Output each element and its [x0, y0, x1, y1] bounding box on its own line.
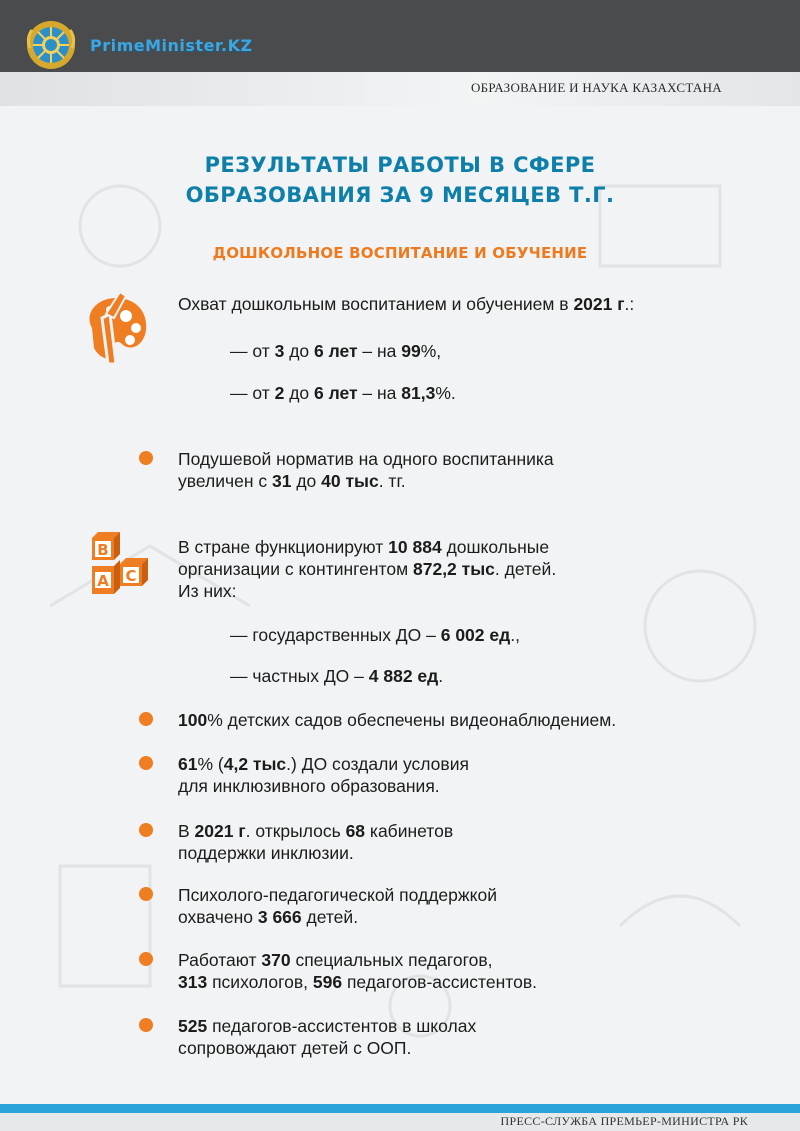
svg-text:A: A [97, 572, 109, 590]
footer-stripe [0, 1104, 800, 1113]
per-capita-item [178, 448, 738, 492]
bullet-dot-icon [139, 451, 153, 465]
value: 872,2 тыс [413, 559, 495, 579]
text-fragment: Охват дошкольным воспитанием и обучением в [178, 294, 574, 314]
assistants-item [178, 1015, 738, 1059]
abc-blocks-icon [84, 530, 158, 598]
svg-text:B: B [97, 541, 109, 559]
bullet-dot-icon [139, 712, 153, 726]
value: 68 [345, 821, 366, 841]
value: 99 [401, 341, 421, 361]
value: 596 [312, 972, 343, 992]
value: 81,3 [401, 383, 436, 403]
text-line [178, 558, 738, 580]
text-line: Из них: [178, 581, 237, 601]
title-line-1: РЕЗУЛЬТАТЫ РАБОТЫ В СФЕРЕ [204, 153, 596, 177]
text-fragment: %, [420, 341, 442, 361]
value: 3 [274, 341, 285, 361]
text-fragment: педагогов-ассистентов. [342, 972, 537, 992]
text-fragment: дошкольные [441, 537, 550, 557]
text-fragment: кабинетов [365, 821, 454, 841]
text-fragment: охвачено [178, 907, 258, 927]
value-year: 2021 г [573, 294, 625, 314]
text-fragment: . [438, 666, 444, 686]
text-line [178, 906, 738, 928]
text-fragment: % ( [197, 754, 224, 774]
text-fragment: психологов, [207, 972, 313, 992]
brand-logo: PrimeMinister.KZ [90, 36, 253, 55]
text-fragment: %. [435, 383, 456, 403]
text-line: Подушевой норматив на одного воспитанника [178, 449, 554, 469]
state-organizations-line [230, 624, 520, 646]
text-line [178, 949, 758, 971]
value: 525 [178, 1016, 208, 1036]
text-fragment: .) ДО создали условия [286, 754, 469, 774]
text-line [178, 536, 738, 558]
text-fragment: . детей. [494, 559, 557, 579]
text-line [178, 971, 758, 993]
value: 40 тыс [321, 471, 379, 491]
value: 10 884 [388, 537, 442, 557]
psych-support-item [178, 884, 738, 928]
coverage-line-2-6 [230, 382, 456, 404]
text-line [178, 753, 738, 775]
text-fragment: до [284, 341, 314, 361]
text-fragment: — от [230, 341, 275, 361]
text-line: Психолого-педагогической поддержкой [178, 885, 497, 905]
value: 31 [271, 471, 292, 491]
value: 6 лет [314, 383, 358, 403]
section-subtitle: ДОШКОЛЬНОЕ ВОСПИТАНИЕ И ОБУЧЕНИЕ [212, 244, 588, 262]
title-line-2: ОБРАЗОВАНИЯ ЗА 9 МЕСЯЦЕВ Т.Г. [185, 183, 615, 207]
text-fragment: Работают [178, 950, 262, 970]
value: 6 002 ед [440, 625, 511, 645]
value: 61 [178, 754, 198, 774]
text-fragment: – на [357, 383, 402, 403]
text-fragment: В стране функционируют [178, 537, 389, 557]
text-fragment: до [291, 471, 322, 491]
bullet-dot-icon [139, 952, 153, 966]
text-fragment: – на [357, 341, 402, 361]
text-fragment: — государственных ДО – [230, 625, 441, 645]
text-line: поддержки инклюзии. [178, 843, 354, 863]
value: 4 882 ед [368, 666, 439, 686]
value: 6 лет [314, 341, 358, 361]
value: 2 [274, 383, 285, 403]
svg-text:C: C [125, 567, 137, 585]
text-fragment: увеличен с [178, 471, 272, 491]
text-line: для инклюзивного образования. [178, 776, 440, 796]
video-item [178, 709, 758, 731]
text-fragment: до [284, 383, 314, 403]
bullet-dot-icon [139, 1018, 153, 1032]
text-fragment: — от [230, 383, 275, 403]
coverage-heading [178, 293, 758, 315]
bullet-dot-icon [139, 756, 153, 770]
specialists-item [178, 949, 758, 993]
organizations-item [178, 536, 738, 602]
text-fragment: В [178, 821, 195, 841]
text-line: сопровождают детей с ООП. [178, 1038, 412, 1058]
text-fragment: .: [624, 294, 635, 314]
value: 313 [178, 972, 208, 992]
coverage-line-3-6 [230, 340, 441, 362]
kazakhstan-emblem-icon [24, 18, 78, 72]
value: 100 [178, 710, 208, 730]
inclusive-item [178, 753, 738, 797]
footer-credit: ПРЕСС-СЛУЖБА ПРЕМЬЕР-МИНИСТРА РК [500, 1114, 748, 1128]
section-label: ОБРАЗОВАНИЕ И НАУКА КАЗАХСТАНА [470, 80, 722, 95]
text-fragment: . открылось [245, 821, 346, 841]
cabinets-item [178, 820, 738, 864]
text-fragment: . тг. [378, 471, 406, 491]
text-fragment: организации с контингентом [178, 559, 413, 579]
private-organizations-line [230, 665, 443, 687]
text-line [178, 470, 738, 492]
text-fragment: % детских садов обеспечены видеонаблюдением. [207, 710, 617, 730]
text-fragment: ., [510, 625, 520, 645]
text-fragment: — частных ДО – [230, 666, 369, 686]
text-fragment: детей. [301, 907, 359, 927]
bullet-dot-icon [139, 887, 153, 901]
text-fragment: специальных педагогов, [290, 950, 493, 970]
page-title [0, 150, 800, 210]
text-fragment: педагогов-ассистентов в школах [207, 1016, 477, 1036]
value: 370 [261, 950, 291, 970]
value: 3 666 [257, 907, 302, 927]
bullet-dot-icon [139, 823, 153, 837]
value: 2021 г [194, 821, 246, 841]
text-line [178, 820, 738, 842]
value: 4,2 тыс [223, 754, 287, 774]
text-line [178, 1015, 738, 1037]
palette-brush-icon [80, 288, 152, 366]
